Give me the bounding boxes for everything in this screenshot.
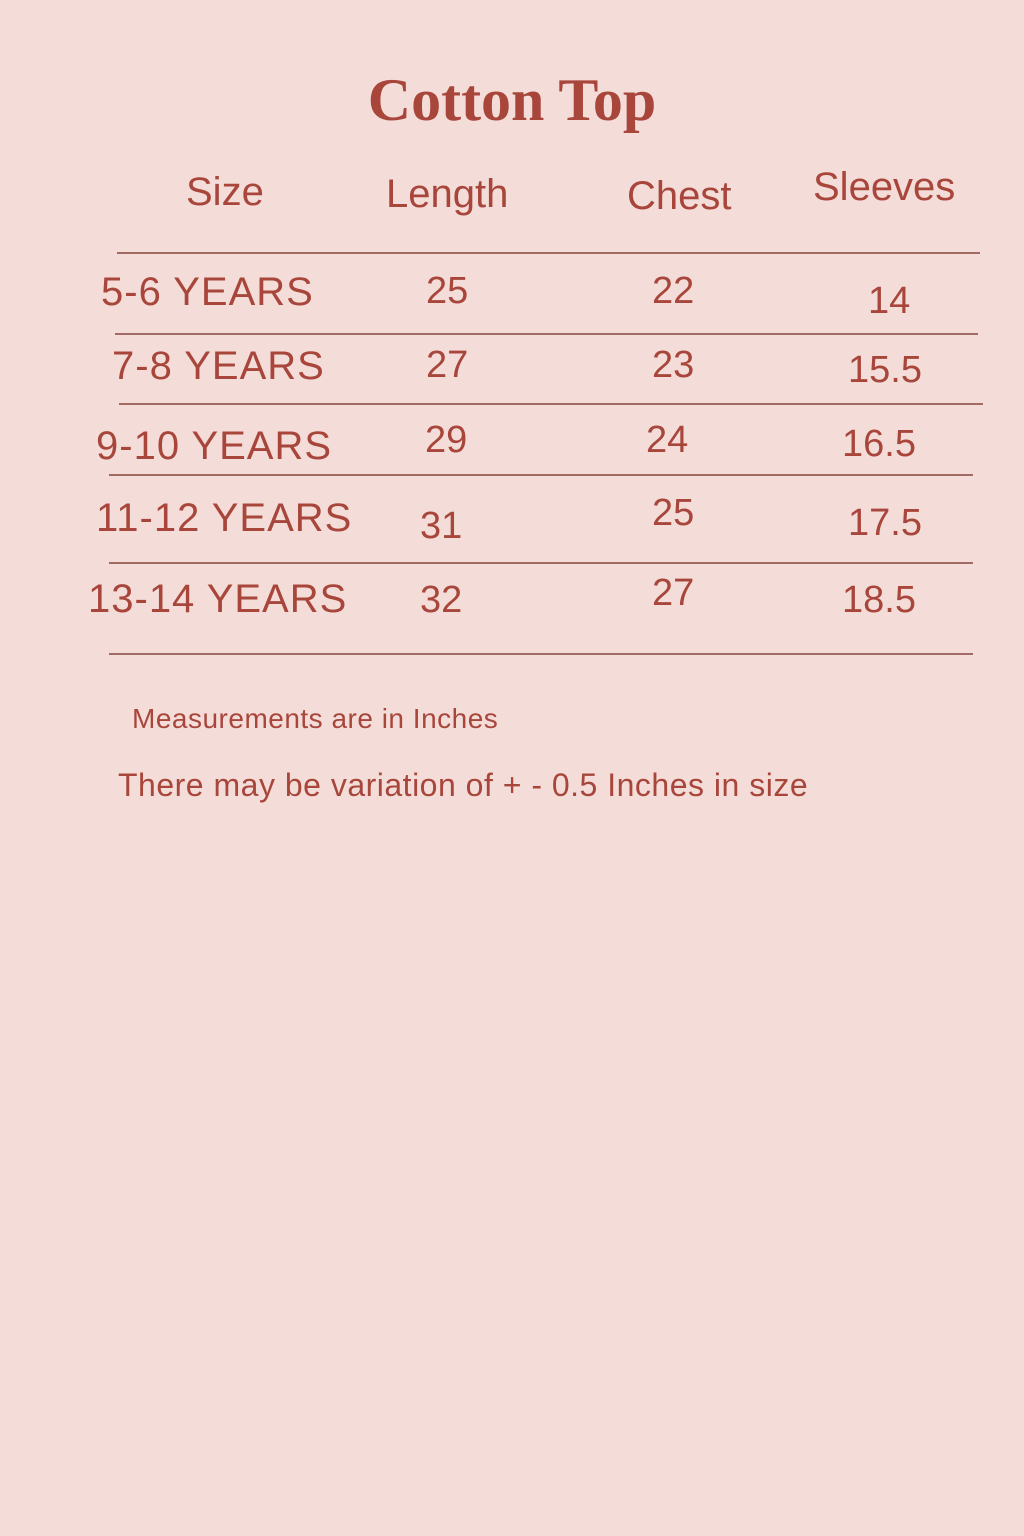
column-header-chest: Chest (627, 174, 732, 218)
row-divider (109, 474, 973, 476)
table-row-chest: 22 (652, 270, 695, 312)
table-row-chest: 23 (652, 344, 695, 386)
table-row-length: 27 (426, 344, 469, 386)
table-row-sleeves: 15.5 (848, 349, 922, 391)
page-title: Cotton Top (367, 67, 657, 133)
table-row-chest: 27 (652, 572, 695, 614)
row-divider (115, 333, 978, 335)
table-row-length: 31 (420, 505, 463, 547)
table-row-length: 32 (420, 579, 463, 621)
table-row-sleeves: 16.5 (842, 423, 916, 465)
variation-note: There may be variation of + - 0.5 Inches in size (118, 767, 809, 803)
column-header-length: Length (386, 172, 509, 216)
table-bottom-divider (109, 653, 973, 655)
table-row-size: 11-12 YEARS (96, 496, 353, 540)
table-row-sleeves: 17.5 (848, 502, 922, 544)
table-row-length: 29 (425, 419, 468, 461)
units-note: Measurements are in Inches (132, 703, 499, 734)
table-row-chest: 24 (646, 419, 689, 461)
row-divider (119, 403, 983, 405)
table-row-length: 25 (426, 270, 469, 312)
table-row-size: 9-10 YEARS (96, 424, 333, 468)
column-header-size: Size (186, 170, 264, 214)
table-row-size: 7-8 YEARS (112, 344, 325, 388)
header-divider (117, 252, 980, 254)
column-header-sleeves: Sleeves (813, 165, 956, 209)
table-row-size: 5-6 YEARS (101, 270, 314, 314)
table-row-chest: 25 (652, 492, 695, 534)
table-row-sleeves: 18.5 (842, 579, 916, 621)
row-divider (109, 562, 973, 564)
table-row-size: 13-14 YEARS (88, 577, 348, 621)
table-row-sleeves: 14 (868, 280, 911, 322)
